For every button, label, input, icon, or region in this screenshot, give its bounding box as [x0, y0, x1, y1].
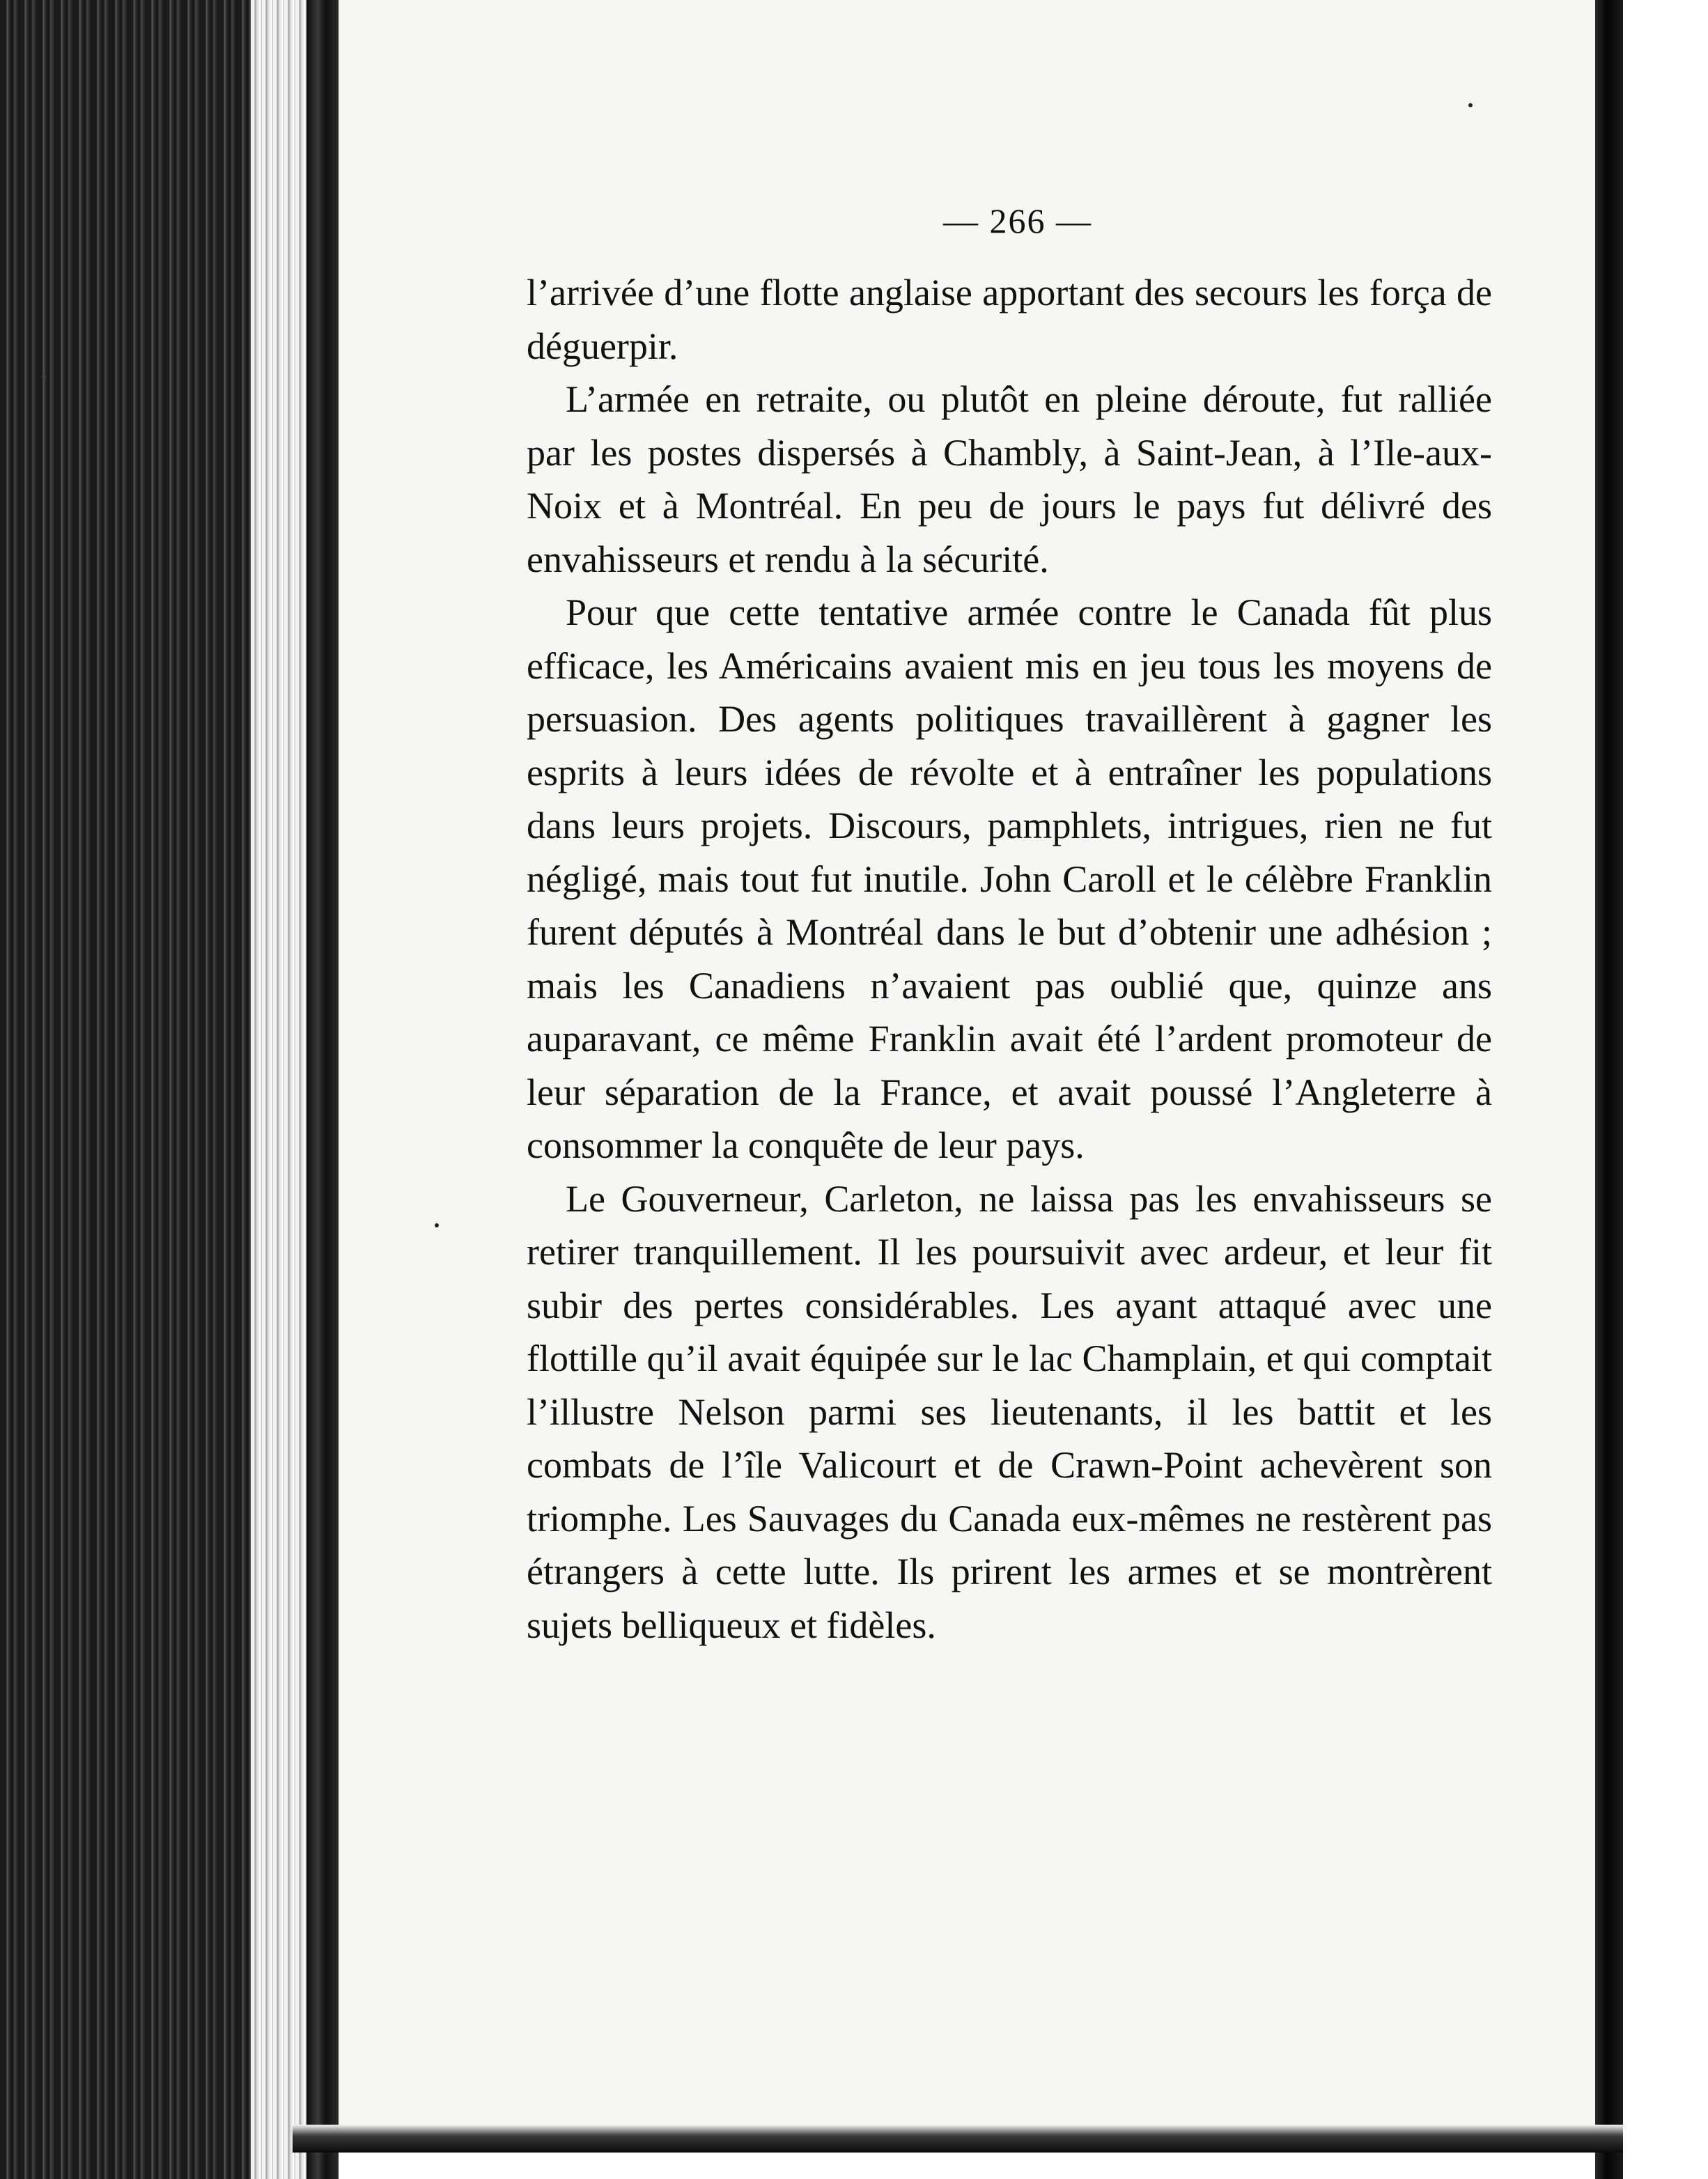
ink-speck [435, 1223, 439, 1227]
paragraph: L’armée en retraite, ou plutôt en pleine déroute, fut ralliée par les postes dispersés à Chambly, à Saint-Jean, à l’Ile-aux-Noix et à Montréal. En peu de jours le pays fut délivré des envahisseurs et rendu à la sécurité. [527, 378, 1492, 580]
paragraph: l’arrivée d’une flotte anglaise apportant des secours les força de déguerpir. [527, 272, 1492, 367]
paragraph: Pour que cette tentative armée contre le Canada fût plus efficace, les Américains avaient mis en jeu tous les moyens de persuasion. Des agents politiques travaillèrent à gagner les esprits à leurs idées de révolte et à entraîner les populations dans leurs projets. Discours, pamphlets, intrigues, rien ne fut négligé, mais tout fut inutile. John Caroll et le célèbre Franklin furent députés à Montréal dans le but d’obtenir une adhésion ; mais les Canadiens n’avaient pas oublié que, quinze ans auparavant, ce même Franklin avait été l’ardent promoteur de leur séparation de la France, et avait poussé l’Angleterre à consommer la conquête de leur pays. [527, 591, 1492, 1166]
ink-speck [42, 375, 46, 379]
ink-speck [1468, 103, 1473, 107]
bottom-page-edge [293, 2125, 1623, 2153]
gutter-shadow [306, 0, 339, 2179]
right-page-edge [1595, 0, 1623, 2179]
page-number: — 266 — [943, 201, 1092, 240]
body-text [527, 266, 1492, 1652]
page-edges [251, 0, 306, 2179]
paragraph: Le Gouverneur, Carleton, ne laissa pas les envahisseurs se retirer tranquillement. Il les poursuivit avec ardeur, et leur fit subir des pertes considérables. Les ayant attaqué avec une flottille qu’il avait équipée sur le lac Champlain, et qui comptait l’illustre Nelson parmi ses lieutenants, il les battit et les combats de l’île Valicourt et de Crawn-Point achevèrent son triomphe. Les Sauvages du Canada eux-mêmes ne restèrent pas étrangers à cette lutte. Ils prirent les armes et se montrèrent sujets belliqueux et fidèles. [527, 1177, 1492, 1646]
right-margin [1623, 0, 1708, 2179]
book-binding [0, 0, 251, 2179]
